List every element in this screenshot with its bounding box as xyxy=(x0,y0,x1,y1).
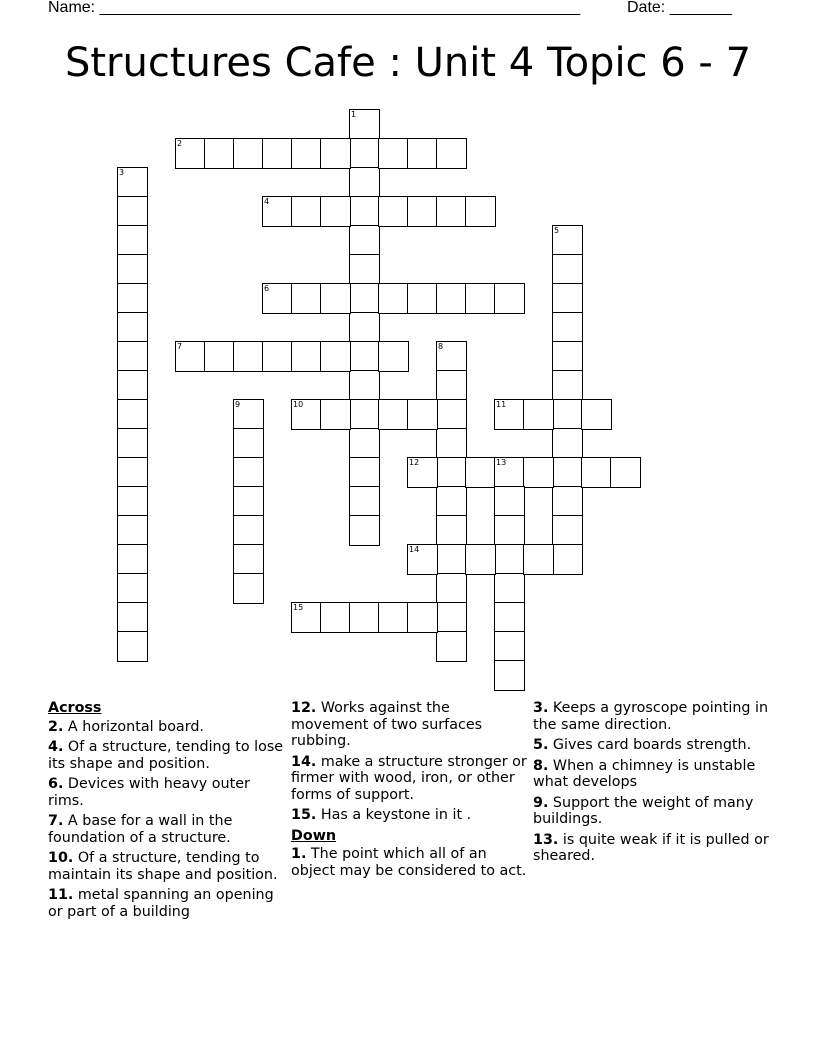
grid-cell[interactable] xyxy=(436,428,467,459)
clue-across-15: 15. Has a keystone in it . xyxy=(291,807,472,823)
grid-cell[interactable] xyxy=(436,370,467,401)
clue-across-12: 12. Works against the movement of two surfaces rubbing. xyxy=(291,700,483,749)
grid-cell[interactable] xyxy=(436,631,467,662)
grid-cell[interactable] xyxy=(436,544,467,575)
grid-cell[interactable] xyxy=(233,399,264,430)
clue-number: 3 xyxy=(119,168,125,177)
grid-cell[interactable] xyxy=(117,399,148,430)
grid-cell[interactable] xyxy=(117,573,148,604)
clue-across-2: 2. A horizontal board. xyxy=(48,718,204,735)
clue-number: 7 xyxy=(177,342,183,351)
grid-cell[interactable] xyxy=(117,457,148,488)
grid-cell[interactable] xyxy=(465,283,496,314)
clue-number: 4 xyxy=(264,197,270,206)
grid-cell[interactable] xyxy=(291,602,322,633)
grid-cell[interactable] xyxy=(117,312,148,343)
clue-across-7: 7. A base for a wall in the foundation of a structure. xyxy=(48,813,233,846)
across-heading: Across xyxy=(48,700,102,716)
grid-cell[interactable] xyxy=(349,109,380,140)
grid-cell[interactable] xyxy=(552,457,583,488)
page-title: Structures Cafe : Unit 4 Topic 6 - 7 xyxy=(64,40,752,86)
grid-cell[interactable] xyxy=(378,138,409,169)
grid-cell[interactable] xyxy=(117,602,148,633)
grid-cell[interactable] xyxy=(349,312,380,343)
grid-cell[interactable] xyxy=(349,138,380,169)
clue-across-4: 4. Of a structure, tending to lose its shape and position. xyxy=(48,739,284,772)
grid-cell[interactable] xyxy=(349,602,380,633)
grid-cell[interactable] xyxy=(349,457,380,488)
grid-cell[interactable] xyxy=(552,399,583,430)
clues-column-2 xyxy=(291,700,527,883)
grid-cell[interactable] xyxy=(494,660,525,691)
date-label: Date: _______ xyxy=(627,0,732,16)
grid-cell[interactable] xyxy=(117,544,148,575)
grid-cell[interactable] xyxy=(320,196,351,227)
grid-cell[interactable] xyxy=(407,138,438,169)
grid-cell[interactable] xyxy=(320,138,351,169)
grid-cell[interactable] xyxy=(407,399,438,430)
grid-cell[interactable] xyxy=(465,196,496,227)
grid-cell[interactable] xyxy=(494,457,525,488)
clue-number: 12 xyxy=(409,458,420,467)
grid-cell[interactable] xyxy=(233,428,264,459)
clue-number: 5 xyxy=(554,226,560,235)
grid-cell[interactable] xyxy=(494,283,525,314)
grid-cell[interactable] xyxy=(552,225,583,256)
grid-cell[interactable] xyxy=(378,283,409,314)
grid-cell[interactable] xyxy=(436,283,467,314)
grid-cell[interactable] xyxy=(349,370,380,401)
grid-cell[interactable] xyxy=(262,283,293,314)
grid-cell[interactable] xyxy=(320,602,351,633)
clue-number: 11 xyxy=(496,400,507,409)
grid-cell[interactable] xyxy=(291,399,322,430)
grid-cell[interactable] xyxy=(378,602,409,633)
clues-column-3 xyxy=(533,700,769,869)
clue-down-3: 3. Keeps a gyroscope pointing in the same direction. xyxy=(533,700,769,733)
clue-number: 6 xyxy=(264,284,270,293)
grid-cell[interactable] xyxy=(552,544,583,575)
grid-cell[interactable] xyxy=(436,602,467,633)
grid-cell[interactable] xyxy=(552,341,583,372)
grid-cell[interactable] xyxy=(407,544,438,575)
grid-cell[interactable] xyxy=(117,283,148,314)
grid-cell[interactable] xyxy=(552,312,583,343)
clue-down-9: 9. Support the weight of many buildings. xyxy=(533,794,754,827)
grid-cell[interactable] xyxy=(378,341,409,372)
grid-cell[interactable] xyxy=(291,196,322,227)
grid-cell[interactable] xyxy=(117,167,148,198)
grid-cell[interactable] xyxy=(233,341,264,372)
grid-cell[interactable] xyxy=(349,399,380,430)
grid-cell[interactable] xyxy=(349,341,380,372)
grid-cell[interactable] xyxy=(204,341,235,372)
grid-cell[interactable] xyxy=(233,573,264,604)
grid-cell[interactable] xyxy=(175,341,206,372)
grid-cell[interactable] xyxy=(349,515,380,546)
grid-cell[interactable] xyxy=(494,486,525,517)
clue-down-8: 8. When a chimney is unstable what develops xyxy=(533,757,756,790)
clue-across-14: 14. make a structure stronger or firmer with wood, iron, or other forms of support. xyxy=(291,753,527,803)
grid-cell[interactable] xyxy=(581,457,612,488)
clue-across-6: 6. Devices with heavy outer rims. xyxy=(48,776,250,809)
grid-cell[interactable] xyxy=(117,225,148,256)
down-heading: Down xyxy=(291,827,337,844)
clue-number: 10 xyxy=(293,400,304,409)
grid-cell[interactable] xyxy=(552,515,583,546)
grid-cell[interactable] xyxy=(407,283,438,314)
clue-number: 15 xyxy=(293,603,304,612)
grid-cell[interactable] xyxy=(117,341,148,372)
grid-cell[interactable] xyxy=(436,341,467,372)
grid-cell[interactable] xyxy=(436,486,467,517)
clue-number: 9 xyxy=(235,400,241,409)
grid-cell[interactable] xyxy=(610,457,641,488)
grid-cell[interactable] xyxy=(581,399,612,430)
grid-cell[interactable] xyxy=(117,515,148,546)
grid-cell[interactable] xyxy=(349,167,380,198)
clue-number: 13 xyxy=(496,458,507,467)
grid-cell[interactable] xyxy=(494,515,525,546)
grid-cell[interactable] xyxy=(349,254,380,285)
clue-number: 8 xyxy=(438,342,444,351)
grid-cell[interactable] xyxy=(117,196,148,227)
grid-cell[interactable] xyxy=(523,399,554,430)
grid-cell[interactable] xyxy=(204,138,235,169)
grid-cell[interactable] xyxy=(436,399,467,430)
grid-cell[interactable] xyxy=(233,138,264,169)
grid-cell[interactable] xyxy=(465,544,496,575)
grid-cell[interactable] xyxy=(494,573,525,604)
grid-cell[interactable] xyxy=(523,457,554,488)
grid-cell[interactable] xyxy=(494,602,525,633)
grid-cell[interactable] xyxy=(262,138,293,169)
grid-cell[interactable] xyxy=(552,486,583,517)
grid-cell[interactable] xyxy=(117,428,148,459)
grid-cell[interactable] xyxy=(233,486,264,517)
grid-cell[interactable] xyxy=(436,573,467,604)
grid-cell[interactable] xyxy=(552,428,583,459)
grid-cell[interactable] xyxy=(436,138,467,169)
grid-cell[interactable] xyxy=(436,515,467,546)
grid-cell[interactable] xyxy=(117,370,148,401)
grid-cell[interactable] xyxy=(291,341,322,372)
grid-cell[interactable] xyxy=(523,544,554,575)
grid-cell[interactable] xyxy=(552,283,583,314)
clue-down-5: 5. Gives card boards strength. xyxy=(533,737,752,753)
grid-cell[interactable] xyxy=(349,225,380,256)
clue-across-11: 11. metal spanning an opening or part of a building xyxy=(48,887,274,920)
grid-cell[interactable] xyxy=(320,341,351,372)
grid-cell[interactable] xyxy=(552,254,583,285)
clue-number: 14 xyxy=(409,545,420,554)
grid-cell[interactable] xyxy=(291,283,322,314)
clue-number: 1 xyxy=(351,110,357,119)
grid-cell[interactable] xyxy=(291,138,322,169)
clue-down-13: 13. is quite weak if it is pulled or sheared. xyxy=(533,831,769,864)
grid-cell[interactable] xyxy=(378,196,409,227)
grid-cell[interactable] xyxy=(349,486,380,517)
clues-column-1 xyxy=(48,700,284,924)
grid-cell[interactable] xyxy=(407,457,438,488)
clue-number: 2 xyxy=(177,139,183,148)
grid-cell[interactable] xyxy=(349,428,380,459)
grid-cell[interactable] xyxy=(262,341,293,372)
grid-cell[interactable] xyxy=(407,196,438,227)
grid-cell[interactable] xyxy=(494,544,525,575)
grid-cell[interactable] xyxy=(465,457,496,488)
grid-cell[interactable] xyxy=(233,544,264,575)
grid-cell[interactable] xyxy=(349,196,380,227)
grid-cell[interactable] xyxy=(233,515,264,546)
grid-cell[interactable] xyxy=(175,138,206,169)
grid-cell[interactable] xyxy=(349,283,380,314)
clue-across-10: 10. Of a structure, tending to maintain its shape and position. xyxy=(48,850,278,883)
grid-cell[interactable] xyxy=(436,196,467,227)
grid-cell[interactable] xyxy=(494,631,525,662)
grid-cell[interactable] xyxy=(233,457,264,488)
grid-cell[interactable] xyxy=(494,399,525,430)
grid-cell[interactable] xyxy=(407,602,438,633)
grid-cell[interactable] xyxy=(552,370,583,401)
grid-cell[interactable] xyxy=(436,457,467,488)
grid-cell[interactable] xyxy=(378,399,409,430)
grid-cell[interactable] xyxy=(117,486,148,517)
clue-down-1: 1. The point which all of an object may be considered to act. xyxy=(291,846,527,879)
grid-cell[interactable] xyxy=(320,399,351,430)
name-label: Name: ______________________________________________________ xyxy=(48,0,581,16)
grid-cell[interactable] xyxy=(117,254,148,285)
grid-cell[interactable] xyxy=(262,196,293,227)
grid-cell[interactable] xyxy=(320,283,351,314)
grid-cell[interactable] xyxy=(117,631,148,662)
